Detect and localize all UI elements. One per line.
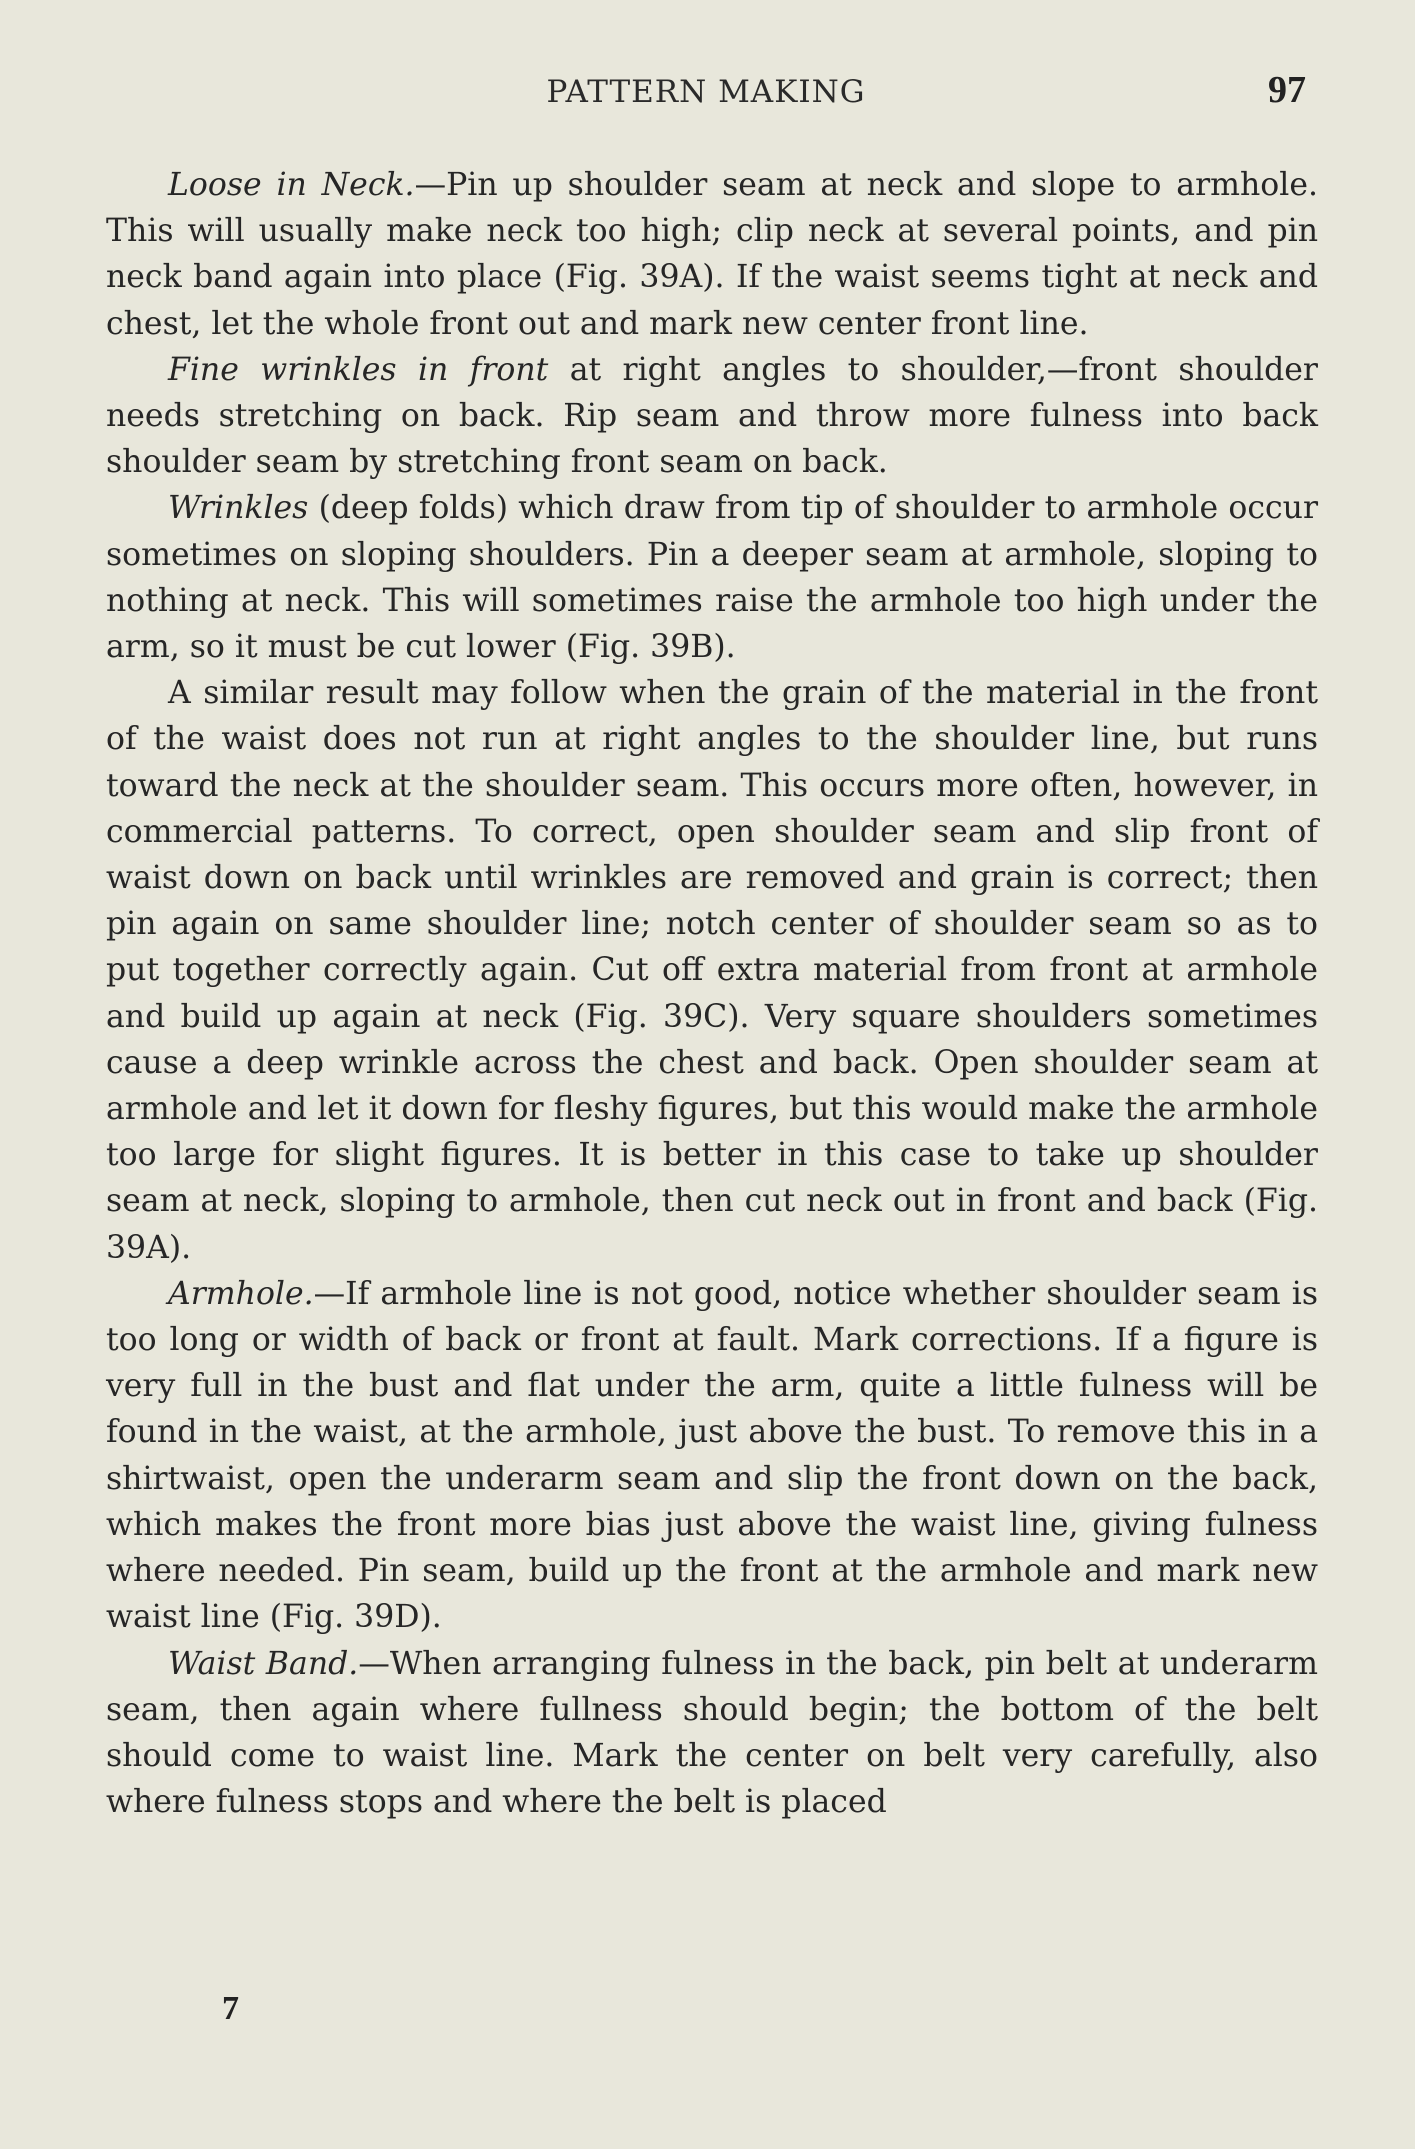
paragraph-wrinkles (106, 485, 1318, 670)
paragraph-text: —Pin up shoulder seam at neck and slope to armhole. This will usually make neck too high; clip neck at several points, and pin neck band again into place (Fig. 39A). If the waist seems tight at neck and chest, let the whole front out and mark new center front line. (106, 167, 1318, 342)
paragraph-fine-wrinkles (106, 347, 1318, 486)
paragraph-text: —If armhole line is not good, notice whether shoulder seam is too long or width of back or front at fault. Mark corrections. If a figure is very full in the bust and flat under the arm, quite a little fulness will be found in the waist, at the armhole, just above the bust. To remove this in a shirtwaist, open the underarm seam and slip the front down on the back, which makes the front more bias just above the waist line, giving fulness where needed. Pin seam, build up the front at the armhole and mark new waist line (Fig. 39D). (106, 1275, 1318, 1636)
paragraph-similar-result (106, 670, 1318, 1271)
paragraph-lead: Wrinkles (168, 490, 309, 527)
running-head: PATTERN MAKING (546, 74, 866, 110)
page-header (106, 69, 1306, 124)
paragraph-text: —When arranging fulness in the back, pin belt at underarm seam, then again where fullness should begin; the bottom of the belt should come to waist line. Mark the center on belt very carefully, also where fulness stops and where the belt is placed (106, 1645, 1318, 1821)
signature-mark: 7 (222, 1990, 239, 2027)
paragraph-text: A similar result may follow when the grain of the material in the front of the waist does not run at right angles to the shoulder line, but runs toward the neck at the shoulder seam. This occurs more often, however, in commercial patterns. To correct, open shoulder seam and slip front of waist down on back until wrinkles are removed and grain is correct; then pin again on same shoulder line; notch center of shoulder seam so as to put together correctly again. Cut off extra material from front at armhole and build up again at neck (Fig. 39C). Very square shoulders sometimes cause a deep wrinkle across the chest and back. Open shoulder seam at armhole and let it down for fleshy figures, but this would make the armhole too large for slight figures. It is better in this case to take up shoulder seam at neck, sloping to armhole, then cut neck out in front and back (Fig. 39A). (106, 675, 1318, 1266)
paragraph-lead: Fine wrinkles in front (168, 351, 549, 388)
paragraph-lead: Armhole. (168, 1275, 314, 1312)
paragraph-text: at right angles to shoulder,—front shoulder needs stretching on back. Rip seam and throw more fulness into back shoulder seam by stretching front seam on back. (106, 351, 1318, 481)
paragraph-waist-band (106, 1641, 1318, 1826)
paragraph-lead: Waist Band. (168, 1645, 359, 1682)
paragraph-text: (deep folds) which draw from tip of shoulder to armhole occur sometimes on sloping shoulders. Pin a deeper seam at armhole, sloping to nothing at neck. This will sometimes raise the armhole too high under the arm, so it must be cut lower (Fig. 39B). (106, 490, 1318, 666)
paragraph-loose-in-neck (106, 162, 1318, 347)
paragraph-lead: Loose in Neck. (168, 167, 415, 203)
body-text (106, 162, 1318, 1825)
paragraph-armhole (106, 1271, 1318, 1641)
page-number: 97 (1268, 69, 1306, 111)
